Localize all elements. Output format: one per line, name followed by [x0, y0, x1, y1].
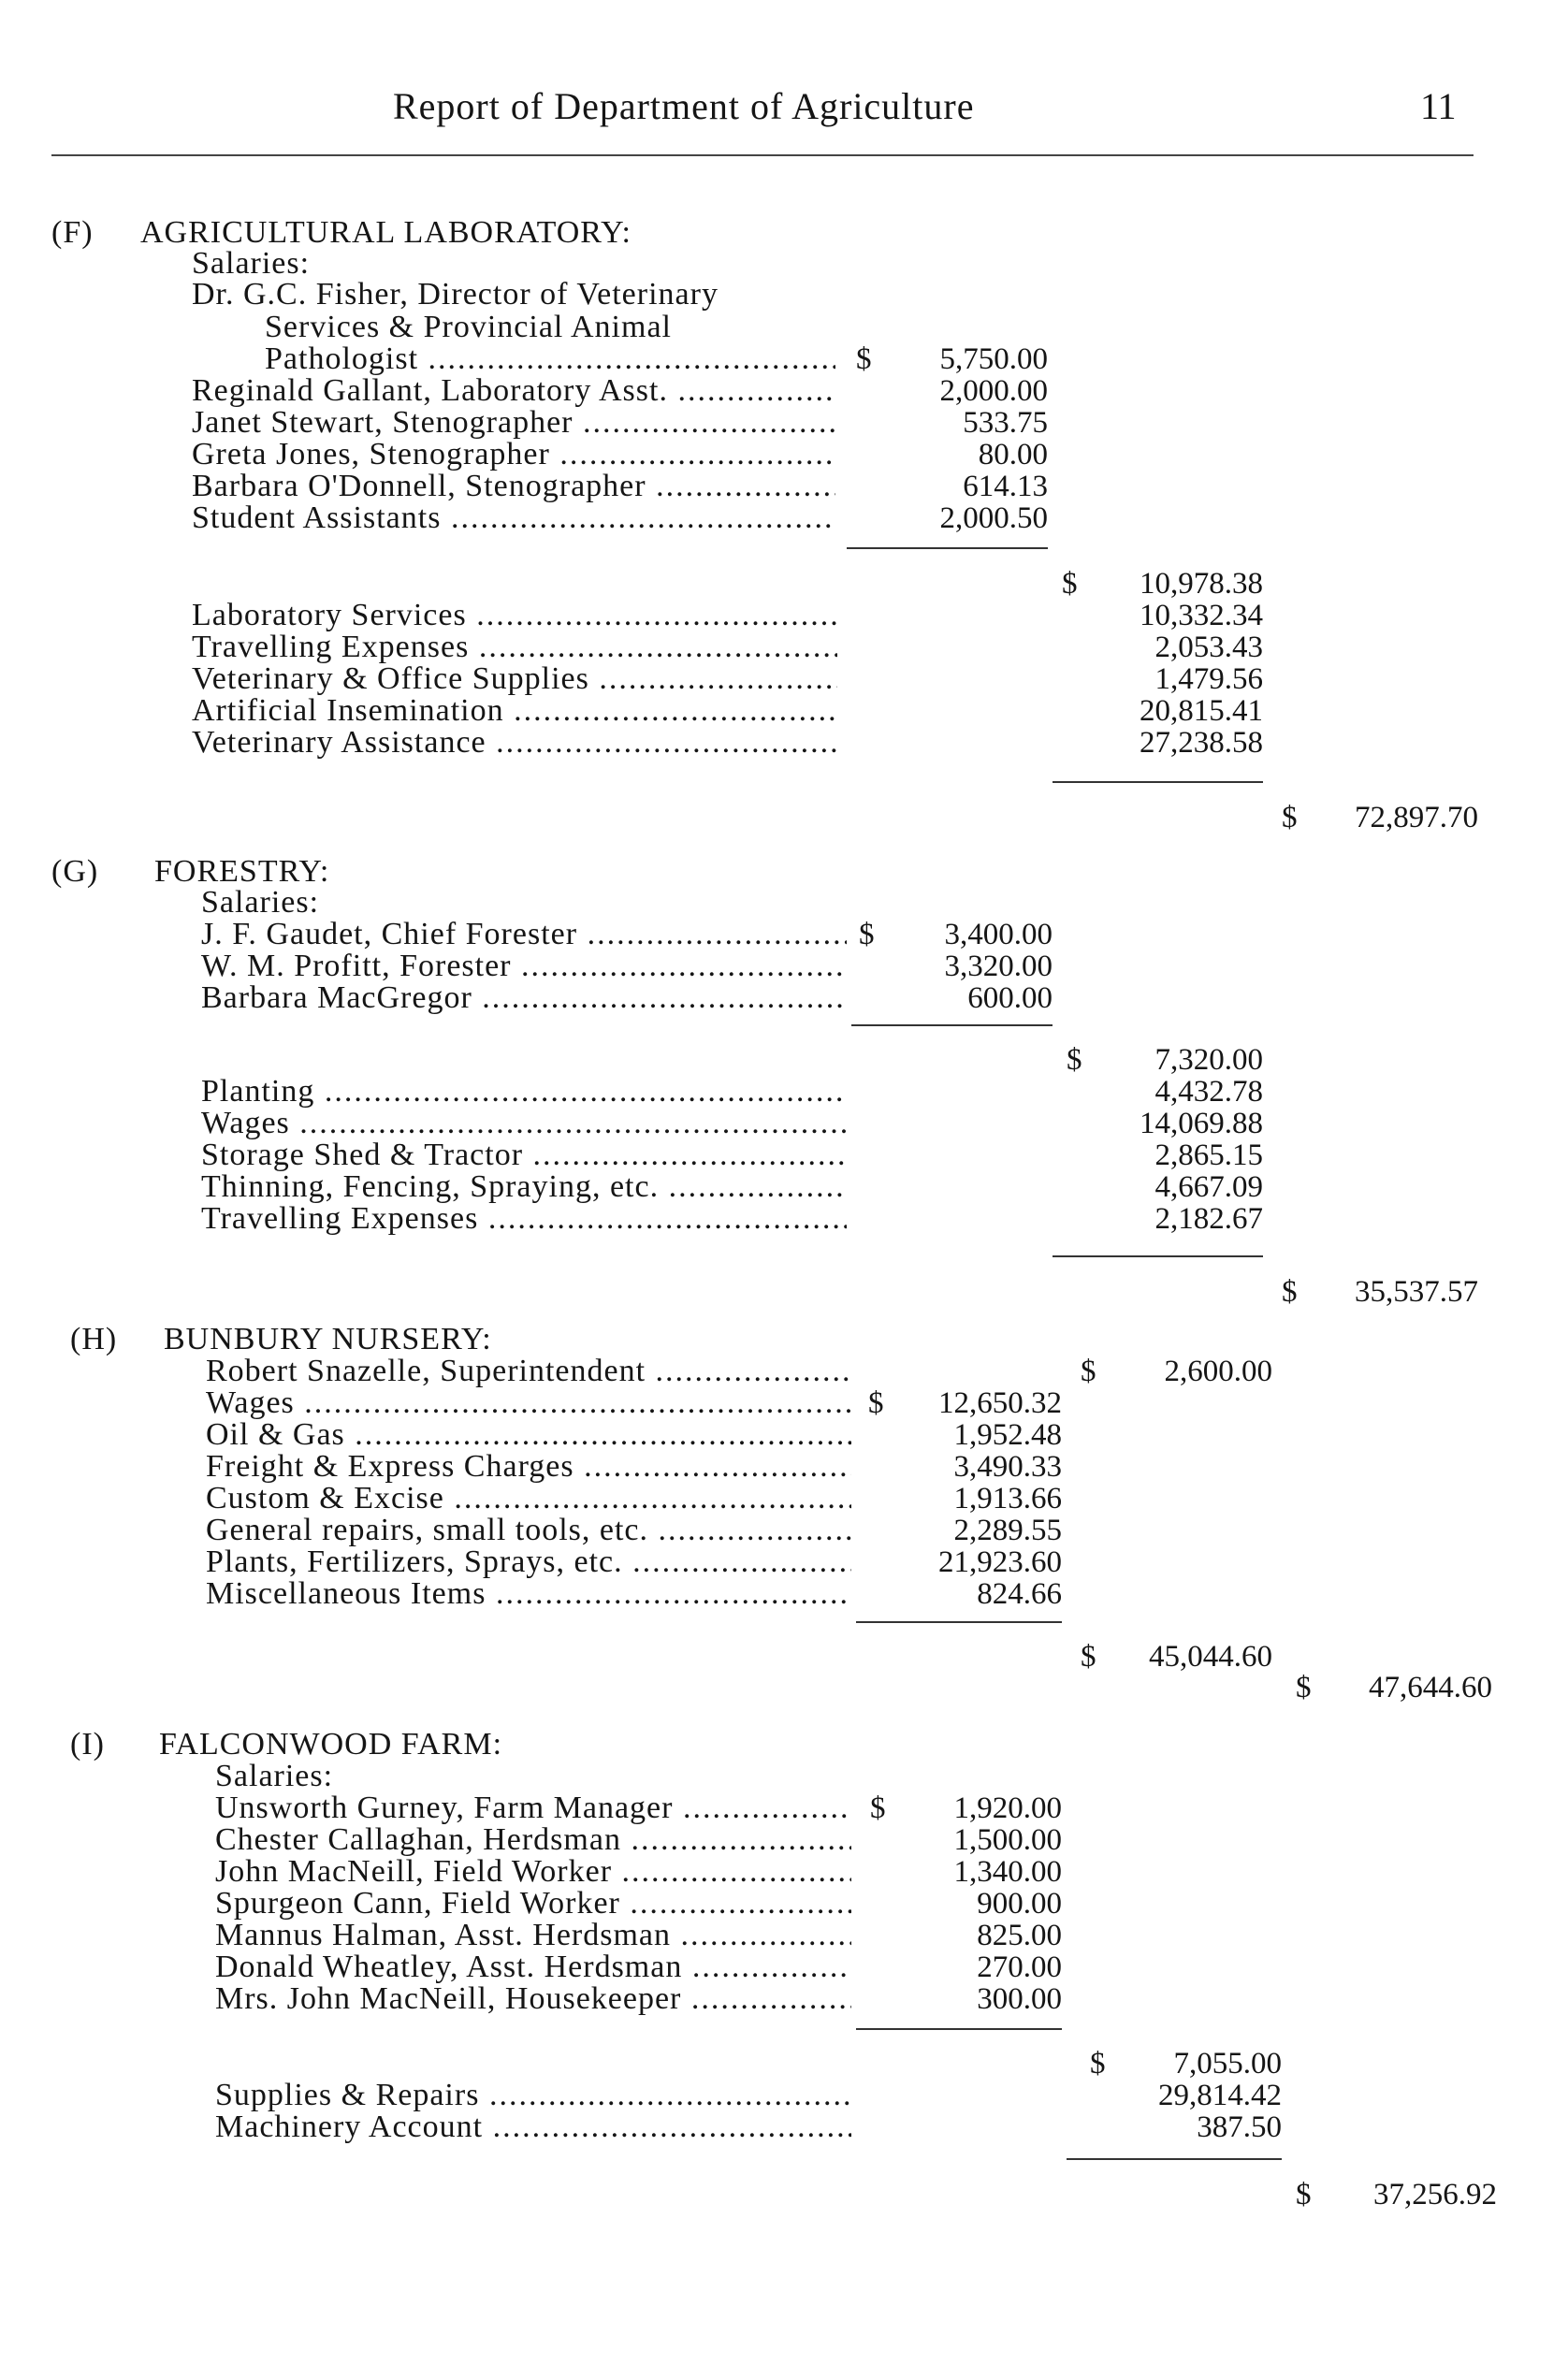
salaries-label: Salaries:	[201, 885, 320, 920]
list-item-label: Travelling Expenses .....	[192, 631, 837, 663]
list-item-amount: 80.00	[978, 438, 1048, 471]
dollar-sign: $	[870, 1791, 886, 1825]
section-total: 37,256.92	[1373, 2178, 1497, 2211]
dollar-sign: $	[1081, 1640, 1096, 1674]
list-item-label: Student Assistants .....	[192, 502, 835, 534]
section-total: 35,537.57	[1355, 1275, 1478, 1309]
list-item-amount: 824.66	[977, 1577, 1062, 1611]
dollar-sign: $	[859, 918, 875, 951]
list-item-label: Oil & Gas .....	[206, 1419, 851, 1451]
section-title: BUNBURY NURSERY:	[164, 1322, 492, 1356]
list-item-amount: 614.13	[963, 470, 1048, 503]
list-item-amount: 1,952.48	[953, 1418, 1062, 1452]
list-item-amount: 3,320.00	[944, 950, 1053, 983]
list-item-amount: 10,332.34	[1140, 599, 1263, 632]
list-item-amount: 2,182.67	[1154, 1202, 1263, 1236]
salary-total: 7,320.00	[1154, 1043, 1263, 1077]
list-item-label: Miscellaneous Items .....	[206, 1578, 851, 1610]
list-item-label: Storage Shed & Tractor .....	[201, 1139, 847, 1171]
list-item-amount: 1,340.00	[953, 1855, 1062, 1889]
list-item-label: J. F. Gaudet, Chief Forester .....	[201, 919, 847, 950]
page-header	[0, 84, 1568, 140]
list-item-amount: 900.00	[977, 1887, 1062, 1921]
section-letter: (F)	[51, 215, 94, 250]
list-item-label: Custom & Excise .....	[206, 1483, 851, 1515]
list-item-amount: 21,923.60	[938, 1545, 1062, 1579]
salaries-label: Salaries:	[192, 246, 311, 281]
dollar-sign: $	[1067, 1043, 1082, 1077]
total-rule	[1053, 1255, 1263, 1257]
section-title: FORESTRY:	[154, 854, 330, 889]
dollar-sign: $	[1090, 2047, 1106, 2081]
salary-total: 7,055.00	[1173, 2047, 1282, 2081]
dollar-sign: $	[1282, 801, 1298, 834]
page-number: 11	[1420, 85, 1457, 127]
list-item-label: Mannus Halman, Asst. Herdsman .....	[215, 1920, 851, 1951]
list-item-label: Laboratory Services .....	[192, 600, 837, 631]
total-rule	[1053, 781, 1263, 783]
list-item-label: Reginald Gallant, Laboratory Asst. .....	[192, 375, 835, 407]
list-item-label: Unsworth Gurney, Farm Manager .....	[215, 1792, 851, 1824]
list-item-amount: 2,000.50	[939, 501, 1048, 535]
list-item-label: Mrs. John MacNeill, Housekeeper .....	[215, 1983, 851, 2015]
list-item-amount: 3,490.33	[953, 1450, 1062, 1484]
list-item-label: Spurgeon Cann, Field Worker .....	[215, 1888, 851, 1920]
list-item-amount: 1,500.00	[953, 1823, 1062, 1857]
list-item-label: Travelling Expenses .....	[201, 1203, 847, 1235]
list-item-label: Wages .....	[201, 1108, 847, 1139]
list-item-amount: 1,913.66	[953, 1482, 1062, 1515]
section-title: AGRICULTURAL LABORATORY:	[140, 215, 632, 250]
dollar-sign: $	[856, 342, 872, 376]
list-item-label: Planting .....	[201, 1076, 847, 1108]
section-letter: (H)	[70, 1322, 118, 1356]
fisher-line-1: Dr. G.C. Fisher, Director of Veterinary	[192, 277, 719, 312]
salaries-label: Salaries:	[215, 1759, 334, 1793]
list-item-amount: 300.00	[977, 1982, 1062, 2016]
list-item-amount: 4,432.78	[1154, 1075, 1263, 1109]
subtotal-rule	[851, 1024, 1053, 1026]
header-rule	[51, 154, 1474, 156]
list-item-label: John MacNeill, Field Worker .....	[215, 1856, 851, 1888]
rows-total: 45,044.60	[1149, 1640, 1272, 1674]
dollar-sign: $	[1296, 2178, 1312, 2211]
total-rule	[1067, 2158, 1282, 2160]
list-item-amount: 4,667.09	[1154, 1170, 1263, 1204]
list-item-amount: 2,865.15	[1154, 1138, 1263, 1172]
list-item-amount: 3,400.00	[944, 918, 1053, 951]
subtotal-rule	[856, 1621, 1062, 1623]
list-item-label: Machinery Account .....	[215, 2111, 851, 2143]
dollar-sign: $	[1296, 1671, 1312, 1704]
list-item-amount: 27,238.58	[1140, 726, 1263, 760]
list-item-label: Pathologist .....	[265, 343, 835, 375]
page-title: Report of Department of Agriculture	[393, 85, 975, 127]
list-item-amount: 2,000.00	[939, 374, 1048, 408]
list-item-amount: 12,650.32	[938, 1386, 1062, 1420]
subtotal-rule	[856, 2028, 1062, 2030]
section-total: 72,897.70	[1355, 801, 1478, 834]
list-item-label: Veterinary Assistance .....	[192, 727, 837, 759]
list-item-label: Veterinary & Office Supplies .....	[192, 663, 837, 695]
list-item-label: Donald Wheatley, Asst. Herdsman .....	[215, 1951, 851, 1983]
fisher-line-2: Services & Provincial Animal	[265, 310, 672, 344]
list-item-amount: 600.00	[967, 981, 1053, 1015]
list-item-label: Supplies & Repairs .....	[215, 2080, 851, 2111]
list-item-label: Barbara O'Donnell, Stenographer .....	[192, 471, 835, 502]
dollar-sign: $	[1081, 1355, 1096, 1388]
dollar-sign: $	[1062, 567, 1078, 601]
dollar-sign: $	[868, 1386, 884, 1420]
list-item-label: General repairs, small tools, etc. .....	[206, 1515, 851, 1546]
list-item-amount: 533.75	[963, 406, 1048, 440]
section-letter: (I)	[70, 1727, 105, 1762]
section-title: FALCONWOOD FARM:	[159, 1727, 503, 1762]
section-letter: (G)	[51, 854, 99, 889]
list-item-label: Janet Stewart, Stenographer .....	[192, 407, 835, 439]
list-item-label: Barbara MacGregor .....	[201, 982, 847, 1014]
superintendent-label: Robert Snazelle, Superintendent .....	[206, 1356, 851, 1387]
list-item-label: Artificial Insemination .....	[192, 695, 837, 727]
list-item-amount: 825.00	[977, 1919, 1062, 1952]
list-item-amount: 387.50	[1197, 2110, 1282, 2144]
list-item-label: Wages .....	[206, 1387, 851, 1419]
list-item-label: W. M. Profitt, Forester .....	[201, 950, 847, 982]
list-item-amount: 20,815.41	[1140, 694, 1263, 728]
subtotal-rule	[847, 547, 1048, 549]
superintendent-amount: 2,600.00	[1164, 1355, 1272, 1388]
list-item-label: Freight & Express Charges .....	[206, 1451, 851, 1483]
list-item-amount: 2,053.43	[1154, 631, 1263, 664]
list-item-amount: 29,814.42	[1158, 2079, 1282, 2112]
list-item-label: Chester Callaghan, Herdsman .....	[215, 1824, 851, 1856]
list-item-label: Thinning, Fencing, Spraying, etc. .....	[201, 1171, 847, 1203]
list-item-amount: 1,920.00	[953, 1791, 1062, 1825]
list-item-amount: 1,479.56	[1154, 662, 1263, 696]
list-item-amount: 14,069.88	[1140, 1107, 1263, 1140]
list-item-label: Plants, Fertilizers, Sprays, etc. .....	[206, 1546, 851, 1578]
list-item-amount: 270.00	[977, 1950, 1062, 1984]
list-item-label: Greta Jones, Stenographer .....	[192, 439, 835, 471]
dollar-sign: $	[1282, 1275, 1298, 1309]
section-total: 47,644.60	[1369, 1671, 1492, 1704]
list-item-amount: 2,289.55	[953, 1514, 1062, 1547]
salary-total: 10,978.38	[1140, 567, 1263, 601]
list-item-amount: 5,750.00	[939, 342, 1048, 376]
